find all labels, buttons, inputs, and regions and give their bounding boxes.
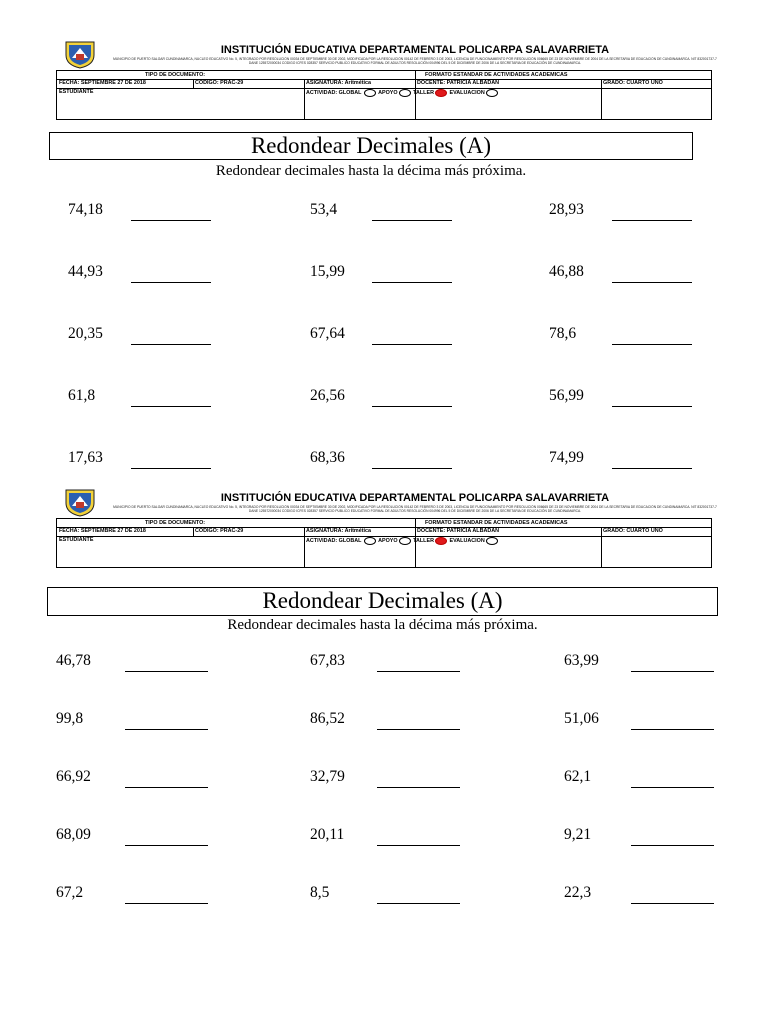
- docente-label: DOCENTE: PATRICIA ALBADAN: [417, 528, 500, 534]
- exercise-number: 99,8: [56, 710, 84, 727]
- exercise-number: 67,2: [56, 884, 84, 901]
- answer-blank[interactable]: [377, 671, 460, 672]
- answer-blank[interactable]: [125, 903, 208, 904]
- document-header-table: [56, 518, 712, 568]
- evaluacion-radio[interactable]: [486, 89, 498, 97]
- exercise-number: 8,5: [310, 884, 330, 901]
- apoyo-radio[interactable]: [399, 89, 411, 97]
- worksheet-title: Redondear Decimales (A): [47, 587, 718, 616]
- apoyo-label: APOYO: [378, 538, 398, 544]
- exercise-number: 74,18: [68, 201, 103, 218]
- exercise-number: 56,99: [549, 387, 584, 404]
- actividad-row: [304, 88, 601, 98]
- evaluacion-radio[interactable]: [486, 537, 498, 545]
- exercise-number: 26,56: [310, 387, 345, 404]
- exercise-number: 51,06: [564, 710, 599, 727]
- answer-blank[interactable]: [131, 282, 211, 283]
- answer-blank[interactable]: [131, 344, 211, 345]
- answer-blank[interactable]: [372, 468, 452, 469]
- exercise-number: 53,4: [310, 201, 338, 218]
- answer-blank[interactable]: [631, 671, 714, 672]
- answer-blank[interactable]: [612, 406, 692, 407]
- grado-label: GRADO: CUARTO UNO: [603, 80, 663, 86]
- exercise-number: 9,21: [564, 826, 592, 843]
- asignatura-label: ASIGNATURA: Aritmética: [306, 80, 371, 86]
- answer-blank[interactable]: [631, 729, 714, 730]
- exercise-number: 62,1: [564, 768, 592, 785]
- taller-label: TALLER: [413, 90, 434, 96]
- apoyo-label: APOYO: [378, 90, 398, 96]
- answer-blank[interactable]: [125, 845, 208, 846]
- exercise-number: 15,99: [310, 263, 345, 280]
- grado-label: GRADO: CUARTO UNO: [603, 528, 663, 534]
- answer-blank[interactable]: [131, 220, 211, 221]
- fecha-label: FECHA: SEPTIEMBRE 27 DE 2018: [59, 528, 146, 534]
- answer-blank[interactable]: [372, 406, 452, 407]
- exercise-number: 28,93: [549, 201, 584, 218]
- answer-blank[interactable]: [131, 468, 211, 469]
- exercise-number: 66,92: [56, 768, 91, 785]
- answer-blank[interactable]: [377, 787, 460, 788]
- exercise-number: 78,6: [549, 325, 577, 342]
- exercise-number: 67,64: [310, 325, 345, 342]
- exercise-number: 44,93: [68, 263, 103, 280]
- school-logo-icon: [62, 39, 98, 69]
- global-radio[interactable]: [364, 537, 376, 545]
- exercise-number: 20,11: [310, 826, 345, 843]
- apoyo-radio[interactable]: [399, 537, 411, 545]
- institution-subtitle: MUNICIPIO DE PUERTO SALGAR CUNDINAMARCA, NUCLEO EDUCATIVO No. 5, INTEGRADO POR RESOLUCIÓN 00034 DE SEPTIEMBRE 30 DE 2002, MODIFICADA POR LA RESOLUCIÓN 00142 DE FEBRERO 3 DE 2003, LICENCIA DE FUNCIONAMIENTO POR RESOLUCIÓN 006665 DE 23 DE NOVIEMBRE DE 2004 DE LA SECRETARIA DE EDUCACIÓN DE CUNDINAMARCA. NIT 832001737-7 DANE 125572000034 CODIGO ICFES 028357 SERVICIO PUBLICO EDUCATIVO FORMAL DE ADULTOS RESOLUCIÓN 004996 DEL 5 DE DICIEMBRE DE 2006 DE LA SECRETARIA DE EDUCACIÓN DE CUNDINAMARCA.: [113, 57, 717, 66]
- exercise-number: 61,8: [68, 387, 96, 404]
- worksheet-instruction: Redondear decimales hasta la décima más próxima.: [215, 163, 527, 179]
- formato-label: FORMATO ESTANDAR DE ACTIVIDADES ACADEMICAS: [425, 72, 568, 78]
- tipo-documento-label: TIPO DE DOCUMENTO:: [145, 520, 206, 526]
- answer-blank[interactable]: [612, 344, 692, 345]
- exercise-number: 68,36: [310, 449, 345, 466]
- answer-blank[interactable]: [631, 845, 714, 846]
- worksheet-2: [0, 480, 768, 1024]
- worksheet-instruction: Redondear decimales hasta la décima más próxima.: [227, 617, 538, 633]
- exercise-number: 22,3: [564, 884, 592, 901]
- exercise-number: 46,78: [56, 652, 91, 669]
- exercise-number: 68,09: [56, 826, 91, 843]
- institution-name: INSTITUCIÓN EDUCATIVA DEPARTAMENTAL POLICARPA SALAVARRIETA: [220, 44, 610, 56]
- exercise-number: 46,88: [549, 263, 584, 280]
- institution-name: INSTITUCIÓN EDUCATIVA DEPARTAMENTAL POLICARPA SALAVARRIETA: [220, 492, 610, 504]
- answer-blank[interactable]: [612, 282, 692, 283]
- exercise-number: 63,99: [564, 652, 599, 669]
- answer-blank[interactable]: [612, 220, 692, 221]
- global-radio[interactable]: [364, 89, 376, 97]
- actividad-row: [304, 536, 601, 546]
- formato-label: FORMATO ESTANDAR DE ACTIVIDADES ACADEMICAS: [425, 520, 568, 526]
- exercise-number: 17,63: [68, 449, 103, 466]
- answer-blank[interactable]: [372, 282, 452, 283]
- answer-blank[interactable]: [377, 729, 460, 730]
- exercise-number: 67,83: [310, 652, 345, 669]
- actividad-label: ACTIVIDAD: GLOBAL: [306, 538, 362, 544]
- document-header-table: [56, 70, 712, 120]
- taller-radio-selected[interactable]: [435, 537, 447, 545]
- answer-blank[interactable]: [131, 406, 211, 407]
- codigo-label: CODIGO: PRAC-29: [195, 528, 244, 534]
- institution-subtitle: MUNICIPIO DE PUERTO SALGAR CUNDINAMARCA, NUCLEO EDUCATIVO No. 5, INTEGRADO POR RESOLUCIÓN 00034 DE SEPTIEMBRE 30 DE 2002, MODIFICADA POR LA RESOLUCIÓN 00142 DE FEBRERO 3 DE 2003, LICENCIA DE FUNCIONAMIENTO POR RESOLUCIÓN 006665 DE 23 DE NOVIEMBRE DE 2004 DE LA SECRETARIA DE EDUCACIÓN DE CUNDINAMARCA. NIT 832001737-7 DANE 125572000034 CODIGO ICFES 028357 SERVICIO PUBLICO EDUCATIVO FORMAL DE ADULTOS RESOLUCIÓN 004996 DEL 5 DE DICIEMBRE DE 2006 DE LA SECRETARIA DE EDUCACIÓN DE CUNDINAMARCA.: [113, 505, 717, 514]
- fecha-label: FECHA: SEPTIEMBRE 27 DE 2018: [59, 80, 146, 86]
- estudiante-field[interactable]: ESTUDIANTE: [59, 89, 94, 95]
- tipo-documento-label: TIPO DE DOCUMENTO:: [145, 72, 206, 78]
- answer-blank[interactable]: [377, 845, 460, 846]
- asignatura-label: ASIGNATURA: Aritmética: [306, 528, 371, 534]
- answer-blank[interactable]: [125, 671, 208, 672]
- answer-blank[interactable]: [631, 787, 714, 788]
- exercise-number: 74,99: [549, 449, 584, 466]
- worksheet-title: Redondear Decimales (A): [49, 132, 693, 160]
- exercise-number: 20,35: [68, 325, 103, 342]
- answer-blank[interactable]: [612, 468, 692, 469]
- taller-radio-selected[interactable]: [435, 89, 447, 97]
- school-logo-icon: [62, 487, 98, 517]
- answer-blank[interactable]: [125, 787, 208, 788]
- evaluacion-label: EVALUACION: [449, 538, 485, 544]
- taller-label: TALLER: [413, 538, 434, 544]
- exercise-number: 32,79: [310, 768, 345, 785]
- answer-blank[interactable]: [631, 903, 714, 904]
- answer-blank[interactable]: [125, 729, 208, 730]
- evaluacion-label: EVALUACION: [449, 90, 485, 96]
- estudiante-field[interactable]: ESTUDIANTE: [59, 537, 94, 543]
- actividad-label: ACTIVIDAD: GLOBAL: [306, 90, 362, 96]
- answer-blank[interactable]: [377, 903, 460, 904]
- worksheet-1: [0, 0, 768, 480]
- answer-blank[interactable]: [372, 220, 452, 221]
- exercise-number: 86,52: [310, 710, 345, 727]
- codigo-label: CODIGO: PRAC-29: [195, 80, 244, 86]
- answer-blank[interactable]: [372, 344, 452, 345]
- docente-label: DOCENTE: PATRICIA ALBADAN: [417, 80, 500, 86]
